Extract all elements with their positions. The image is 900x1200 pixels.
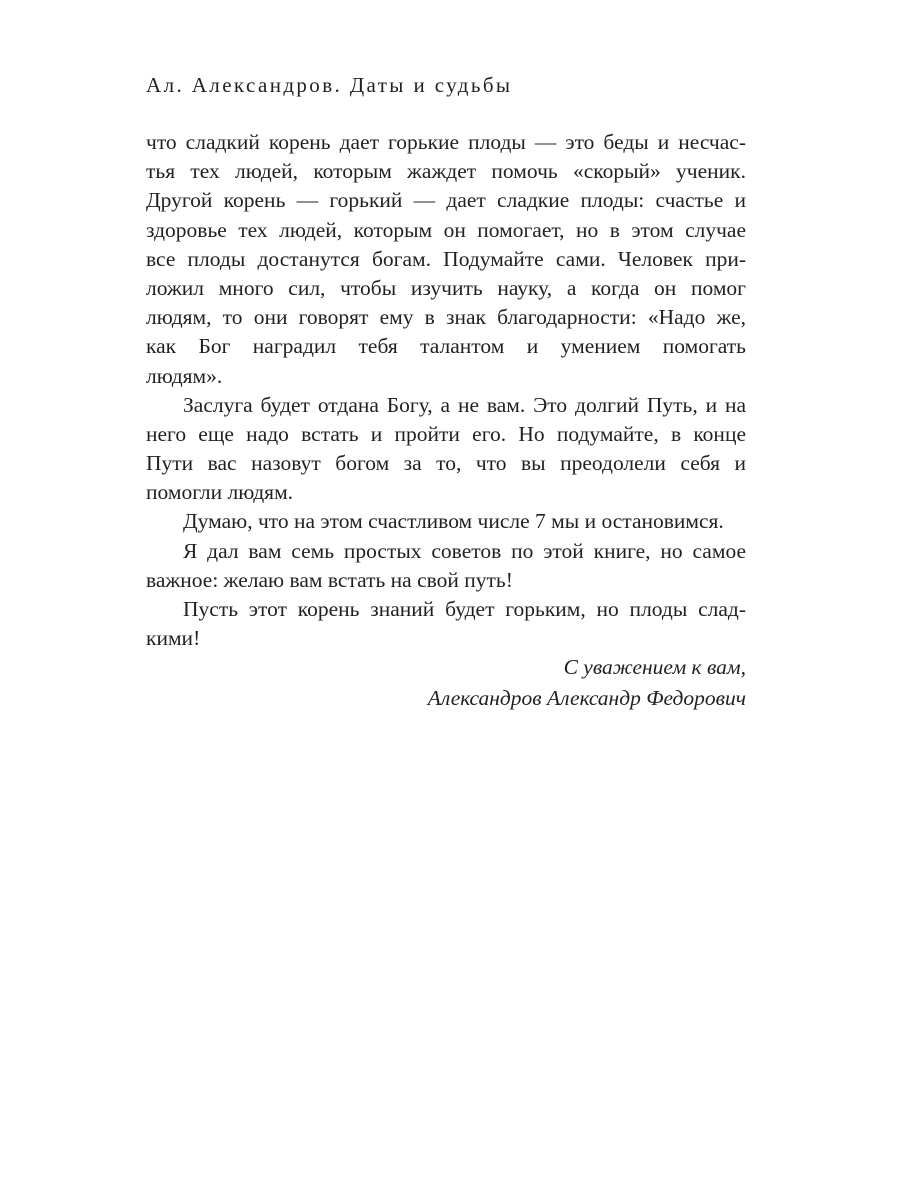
text-line: Пути вас назовут богом за то, что вы преодолели себя и xyxy=(146,451,746,476)
body-text xyxy=(146,128,746,653)
signature-closing: С уважением к вам, xyxy=(563,655,746,679)
text-line: что сладкий корень дает горькие плоды — это беды и несчас- xyxy=(146,130,746,154)
text-line: Пусть этот корень знаний будет горьким, но плоды слад- xyxy=(183,597,746,621)
signature-author: Александров Александр Федорович xyxy=(427,686,746,710)
text-line: ложил много сил, чтобы изучить науку, а когда он помог xyxy=(146,275,746,300)
text-line: Я дал вам семь простых советов по этой книге, но самое xyxy=(183,538,746,563)
signature-block xyxy=(428,652,746,714)
text-line: людям, то они говорят ему в знак благодарности: «Надо же, xyxy=(146,305,746,330)
text-line: тья тех людей, которым жаждет помочь «скорый» ученик. xyxy=(146,159,746,184)
text-line: людям». xyxy=(146,363,223,388)
text-line: важное: желаю вам встать на свой путь! xyxy=(146,567,513,592)
text-line: кими! xyxy=(146,626,201,651)
text-line: все плоды достанутся богам. Подумайте сами. Человек при- xyxy=(146,246,746,271)
text-line: здоровье тех людей, которым он помогает, но в этом случае xyxy=(146,217,746,242)
text-line: него еще надо встать и пройти его. Но подумайте, в конце xyxy=(146,421,746,446)
text-line: помогли людям. xyxy=(146,480,294,505)
text-line: Думаю, что на этом счастливом числе 7 мы и остановимся. xyxy=(183,509,724,534)
text-line: Заслуга будет отдана Богу, а не вам. Это долгий Путь, и на xyxy=(183,392,746,417)
text-line: Другой корень — горький — дает сладкие плоды: счастье и xyxy=(146,188,746,213)
text-line: как Бог наградил тебя талантом и умением помогать xyxy=(146,334,746,359)
running-head: Ал. Александров. Даты и судьбы xyxy=(146,73,513,97)
